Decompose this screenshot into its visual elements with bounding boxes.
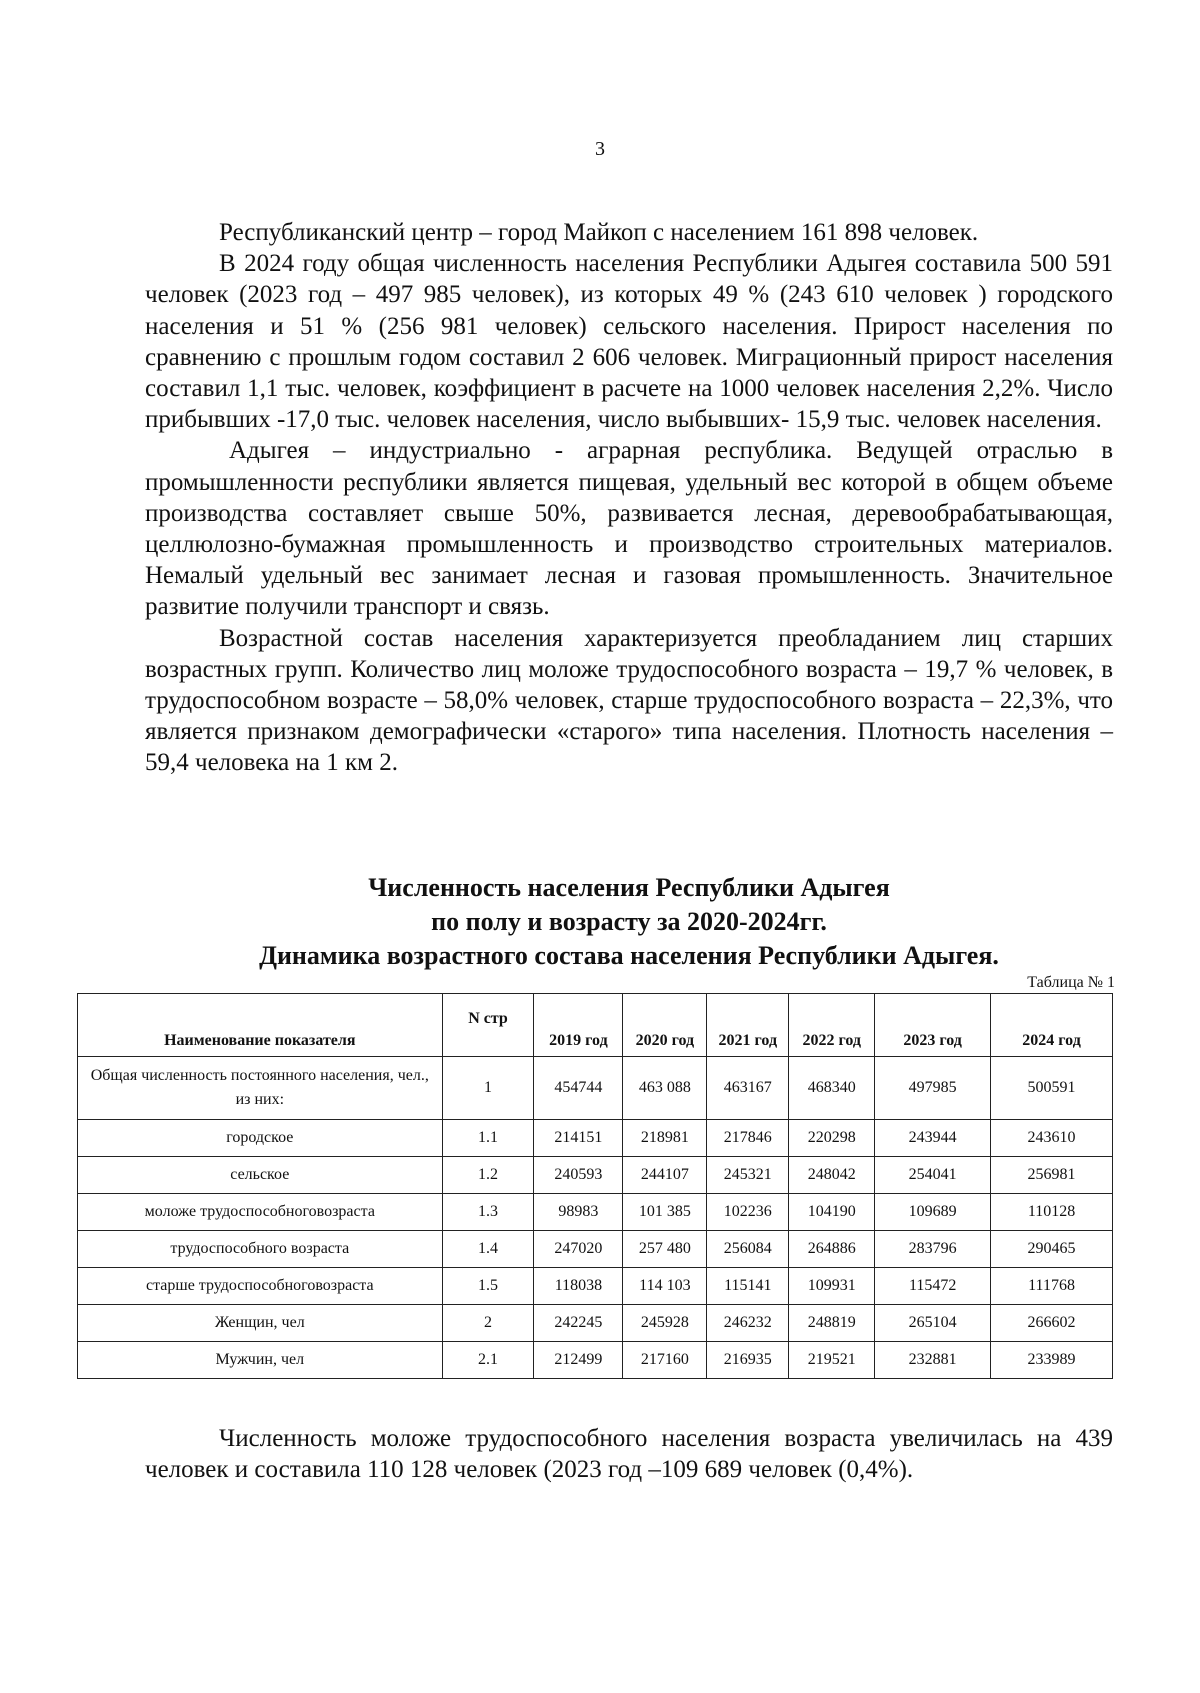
value-cell: 114 103 [623, 1268, 707, 1305]
page-number: 3 [595, 138, 605, 160]
value-cell: 468340 [789, 1057, 875, 1120]
value-cell: 216935 [707, 1342, 789, 1379]
value-cell: 242245 [534, 1305, 623, 1342]
value-cell: 214151 [534, 1120, 623, 1157]
value-cell: 232881 [875, 1342, 991, 1379]
header-year: 2020 год [623, 994, 707, 1057]
table-title-line: Динамика возрастного состава населения Республики Адыгея. [259, 941, 999, 970]
value-cell: 264886 [789, 1231, 875, 1268]
row-label: сельское [78, 1157, 443, 1194]
value-cell: 217160 [623, 1342, 707, 1379]
value-cell: 265104 [875, 1305, 991, 1342]
value-cell: 246232 [707, 1305, 789, 1342]
table-row [78, 1231, 1113, 1268]
row-label: старше трудоспособноговозраста [78, 1268, 443, 1305]
bottom-text [145, 1423, 1113, 1485]
header-indicator: Наименование показателя [78, 994, 443, 1057]
value-cell: 109689 [875, 1194, 991, 1231]
value-cell: 220298 [789, 1120, 875, 1157]
row-number: 1.1 [442, 1120, 534, 1157]
value-cell: 245321 [707, 1157, 789, 1194]
header-year: 2023 год [875, 994, 991, 1057]
value-cell: 248042 [789, 1157, 875, 1194]
value-cell: 102236 [707, 1194, 789, 1231]
table-title [145, 871, 1113, 973]
header-year: 2021 год [707, 994, 789, 1057]
population-table [77, 993, 1113, 1379]
value-cell: 212499 [534, 1342, 623, 1379]
value-cell: 244107 [623, 1157, 707, 1194]
value-cell: 266602 [991, 1305, 1113, 1342]
value-cell: 243944 [875, 1120, 991, 1157]
table-title-line: по полу и возрасту за 2020-2024гг. [431, 907, 827, 936]
value-cell: 257 480 [623, 1231, 707, 1268]
table-row [78, 1342, 1113, 1379]
value-cell: 101 385 [623, 1194, 707, 1231]
value-cell: 256084 [707, 1231, 789, 1268]
row-label: трудоспособного возраста [78, 1231, 443, 1268]
row-label: Женщин, чел [78, 1305, 443, 1342]
row-number: 1.3 [442, 1194, 534, 1231]
row-number: 2 [442, 1305, 534, 1342]
table-header-row [78, 994, 1113, 1057]
row-label: городское [78, 1120, 443, 1157]
value-cell: 454744 [534, 1057, 623, 1120]
row-number: 1 [442, 1057, 534, 1120]
paragraph-capital: Республиканский центр – город Майкоп с населением 161 898 человек. [219, 219, 979, 246]
value-cell: 463167 [707, 1057, 789, 1120]
value-cell: 463 088 [623, 1057, 707, 1120]
value-cell: 219521 [789, 1342, 875, 1379]
value-cell: 243610 [991, 1120, 1113, 1157]
table-title-line: Численность населения Республики Адыгея [368, 873, 890, 902]
row-number: 1.4 [442, 1231, 534, 1268]
table-row [78, 1057, 1113, 1120]
value-cell: 240593 [534, 1157, 623, 1194]
table-row [78, 1157, 1113, 1194]
table-row [78, 1268, 1113, 1305]
value-cell: 217846 [707, 1120, 789, 1157]
paragraph-age-structure: Возрастной состав населения характеризуется преобладанием лиц старших возрастных групп. Количество лиц моложе трудоспособного возраста – 19,7 % человек, в трудоспособном возрасте – 58,0% человек, старше трудоспособного возраста – 22,3%, что является признаком демографически «старого» типа населения. Плотность населения – 59,4 человека на 1 км 2. [145, 624, 1113, 777]
value-cell: 218981 [623, 1120, 707, 1157]
table-row [78, 1305, 1113, 1342]
row-label: Общая численность постоянного населения, чел., из них: [78, 1057, 443, 1120]
value-cell: 118038 [534, 1268, 623, 1305]
header-row-number: N стр [442, 994, 534, 1057]
value-cell: 115141 [707, 1268, 789, 1305]
header-year: 2019 год [534, 994, 623, 1057]
value-cell: 290465 [991, 1231, 1113, 1268]
value-cell: 500591 [991, 1057, 1113, 1120]
value-cell: 233989 [991, 1342, 1113, 1379]
paragraph-conclusion: Численность моложе трудоспособного населения возраста увеличилась на 439 человек и составила 110 128 человек (2023 год –109 689 человек (0,4%). [145, 1425, 1113, 1484]
row-label: Мужчин, чел [78, 1342, 443, 1379]
value-cell: 110128 [991, 1194, 1113, 1231]
value-cell: 497985 [875, 1057, 991, 1120]
table-row [78, 1194, 1113, 1231]
value-cell: 245928 [623, 1305, 707, 1342]
value-cell: 115472 [875, 1268, 991, 1305]
row-number: 2.1 [442, 1342, 534, 1379]
value-cell: 248819 [789, 1305, 875, 1342]
header-year: 2024 год [991, 994, 1113, 1057]
value-cell: 283796 [875, 1231, 991, 1268]
table-caption: Таблица № 1 [1027, 974, 1115, 991]
value-cell: 109931 [789, 1268, 875, 1305]
body-text [145, 217, 1113, 779]
value-cell: 104190 [789, 1194, 875, 1231]
row-number: 1.2 [442, 1157, 534, 1194]
paragraph-industry: Адыгея – индустриально - аграрная республика. Ведущей отраслью в промышленности республики является пищевая, удельный вес которой в общем объеме производства составляет свыше 50%, развивается лесная, деревообрабатывающая, целлюлозно-бумажная промышленность и производство строительных материалов. Немалый удельный вес занимает лесная и газовая промышленность. Значительное развитие получили транспорт и связь. [145, 437, 1113, 621]
value-cell: 247020 [534, 1231, 623, 1268]
value-cell: 98983 [534, 1194, 623, 1231]
table-row [78, 1120, 1113, 1157]
header-year: 2022 год [789, 994, 875, 1057]
value-cell: 111768 [991, 1268, 1113, 1305]
value-cell: 256981 [991, 1157, 1113, 1194]
value-cell: 254041 [875, 1157, 991, 1194]
row-number: 1.5 [442, 1268, 534, 1305]
paragraph-population: В 2024 году общая численность населения Республики Адыгея составила 500 591 человек (2023 год – 497 985 человек), из которых 49 % (243 610 человек ) городского населения и 51 % (256 981 человек) сельского населения. Прирост населения по сравнению с прошлым годом составил 2 606 человек. Миграционный прирост населения составил 1,1 тыс. человек, коэффициент в расчете на 1000 человек населения 2,2%. Число прибывших -17,0 тыс. человек населения, число выбывших- 15,9 тыс. человек населения. [145, 250, 1113, 434]
row-label: моложе трудоспособноговозраста [78, 1194, 443, 1231]
